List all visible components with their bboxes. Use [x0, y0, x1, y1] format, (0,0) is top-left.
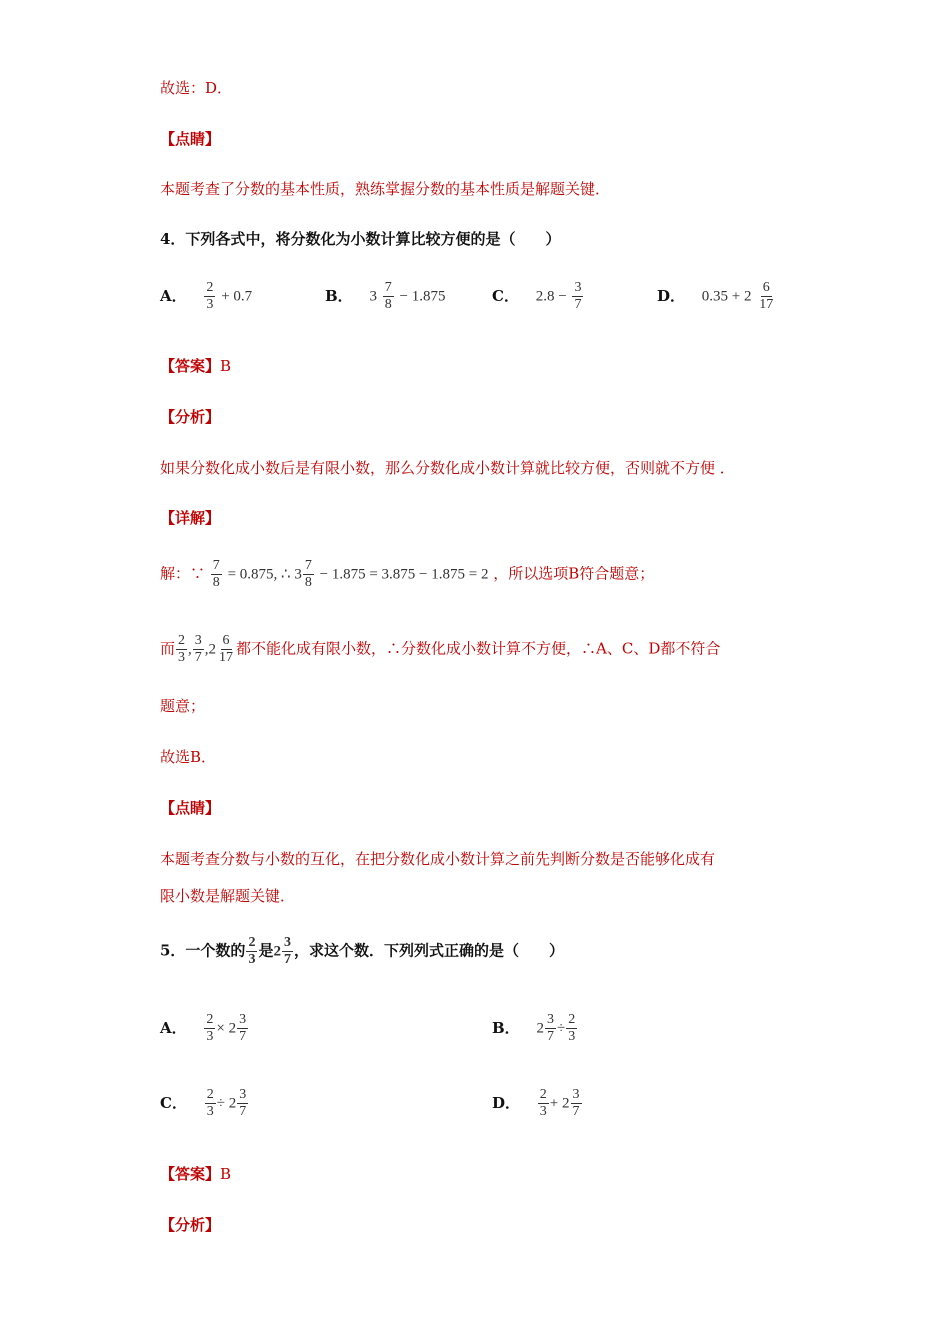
q4-comment-line2: 限小数是解题关键． — [160, 887, 296, 905]
fraction: $\frac{3}{7}$ — [574, 280, 582, 312]
q5-analysis-tag: 【分析】 — [160, 1216, 221, 1234]
option-label: C． — [160, 1093, 187, 1112]
option-label: D． — [657, 286, 686, 305]
q4-comment-tag: 【点睛】 — [160, 799, 221, 817]
q5-option-b: B． 2 $\frac{3}{7}$ ÷ $\frac{2}{3}$ — [492, 1012, 576, 1044]
q4-analysis-tag: 【分析】 — [160, 408, 221, 426]
q4-option-c — [492, 280, 584, 313]
option-label: D． — [492, 1093, 521, 1112]
option-label: C． — [492, 286, 519, 305]
option-label: B． — [325, 286, 353, 305]
option-label: B． — [492, 1018, 520, 1037]
whole: 3 — [369, 288, 377, 305]
prev-comment-tag: 【点睛】 — [160, 130, 221, 148]
fraction: $\frac{2}{3}$ — [206, 280, 214, 312]
q5-question: 5．一个数的 $\frac{2}{3}$ 是2 $\frac{3}{7}$ ，求这个数．下列列式正确的是（ ） — [160, 935, 564, 967]
q4-answer — [160, 355, 231, 376]
fraction: $\frac{6}{17}$ — [759, 280, 774, 312]
q4-option-d — [657, 280, 776, 313]
q4-detail-tag: 【详解】 — [160, 509, 221, 527]
answer-tag: 【答案】 — [160, 357, 221, 375]
q4-conclusion: 故选B． — [160, 748, 217, 766]
expression: − 1.875 — [399, 288, 446, 305]
prev-answer: 故选：D． — [160, 79, 233, 97]
q4-option-a — [160, 280, 252, 313]
q4-detail-line2: 而 $\frac{2}{3}$ , $\frac{3}{7}$ ,2 $\frac{6}{17}$ 都不能化成有限小数，∴分数化成小数计算不方便，∴A、C、D都不符合 — [160, 633, 721, 665]
q4-detail-line1: 解：∵ $\frac{7}{8}$ = 0.875, ∴ 3 $\frac{7}{8}$ − 1.875 = 3.875 − 1.875 = 2 ，所以选项B符合题意； — [160, 558, 655, 590]
option-label: A． — [160, 286, 187, 305]
answer-value: B — [220, 357, 232, 375]
expression: + 0.7 — [221, 288, 253, 305]
q4-option-b — [325, 280, 446, 313]
q4-detail-line3: 题意； — [160, 697, 206, 715]
fraction: $\frac{7}{8}$ — [384, 280, 392, 312]
q5-option-d: D． $\frac{2}{3}$ + 2 $\frac{3}{7}$ — [492, 1087, 580, 1119]
prev-comment: 本题考查了分数的基本性质，熟练掌握分数的基本性质是解题关键． — [160, 180, 611, 198]
q5-option-a: A． $\frac{2}{3}$ × 2 $\frac{3}{7}$ — [160, 1012, 247, 1044]
answer-value: B — [220, 1165, 232, 1183]
q4-question: 4．下列各式中，将分数化为小数计算比较方便的是（ ） — [160, 230, 561, 248]
q4-analysis: 如果分数化成小数后是有限小数，那么分数化成小数计算就比较方便，否则就不方便 ． — [160, 459, 735, 477]
expression: 2.8 − — [535, 288, 567, 305]
q4-comment-line1: 本题考查分数与小数的互化，在把分数化成小数计算之前先判断分数是否能够化成有 — [160, 850, 716, 868]
q5-answer — [160, 1163, 231, 1184]
option-label: A． — [160, 1018, 187, 1037]
answer-tag: 【答案】 — [160, 1165, 221, 1183]
expression: 0.35 + 2 — [701, 288, 752, 305]
q5-option-c: C． $\frac{2}{3}$ ÷ 2 $\frac{3}{7}$ — [160, 1087, 247, 1119]
